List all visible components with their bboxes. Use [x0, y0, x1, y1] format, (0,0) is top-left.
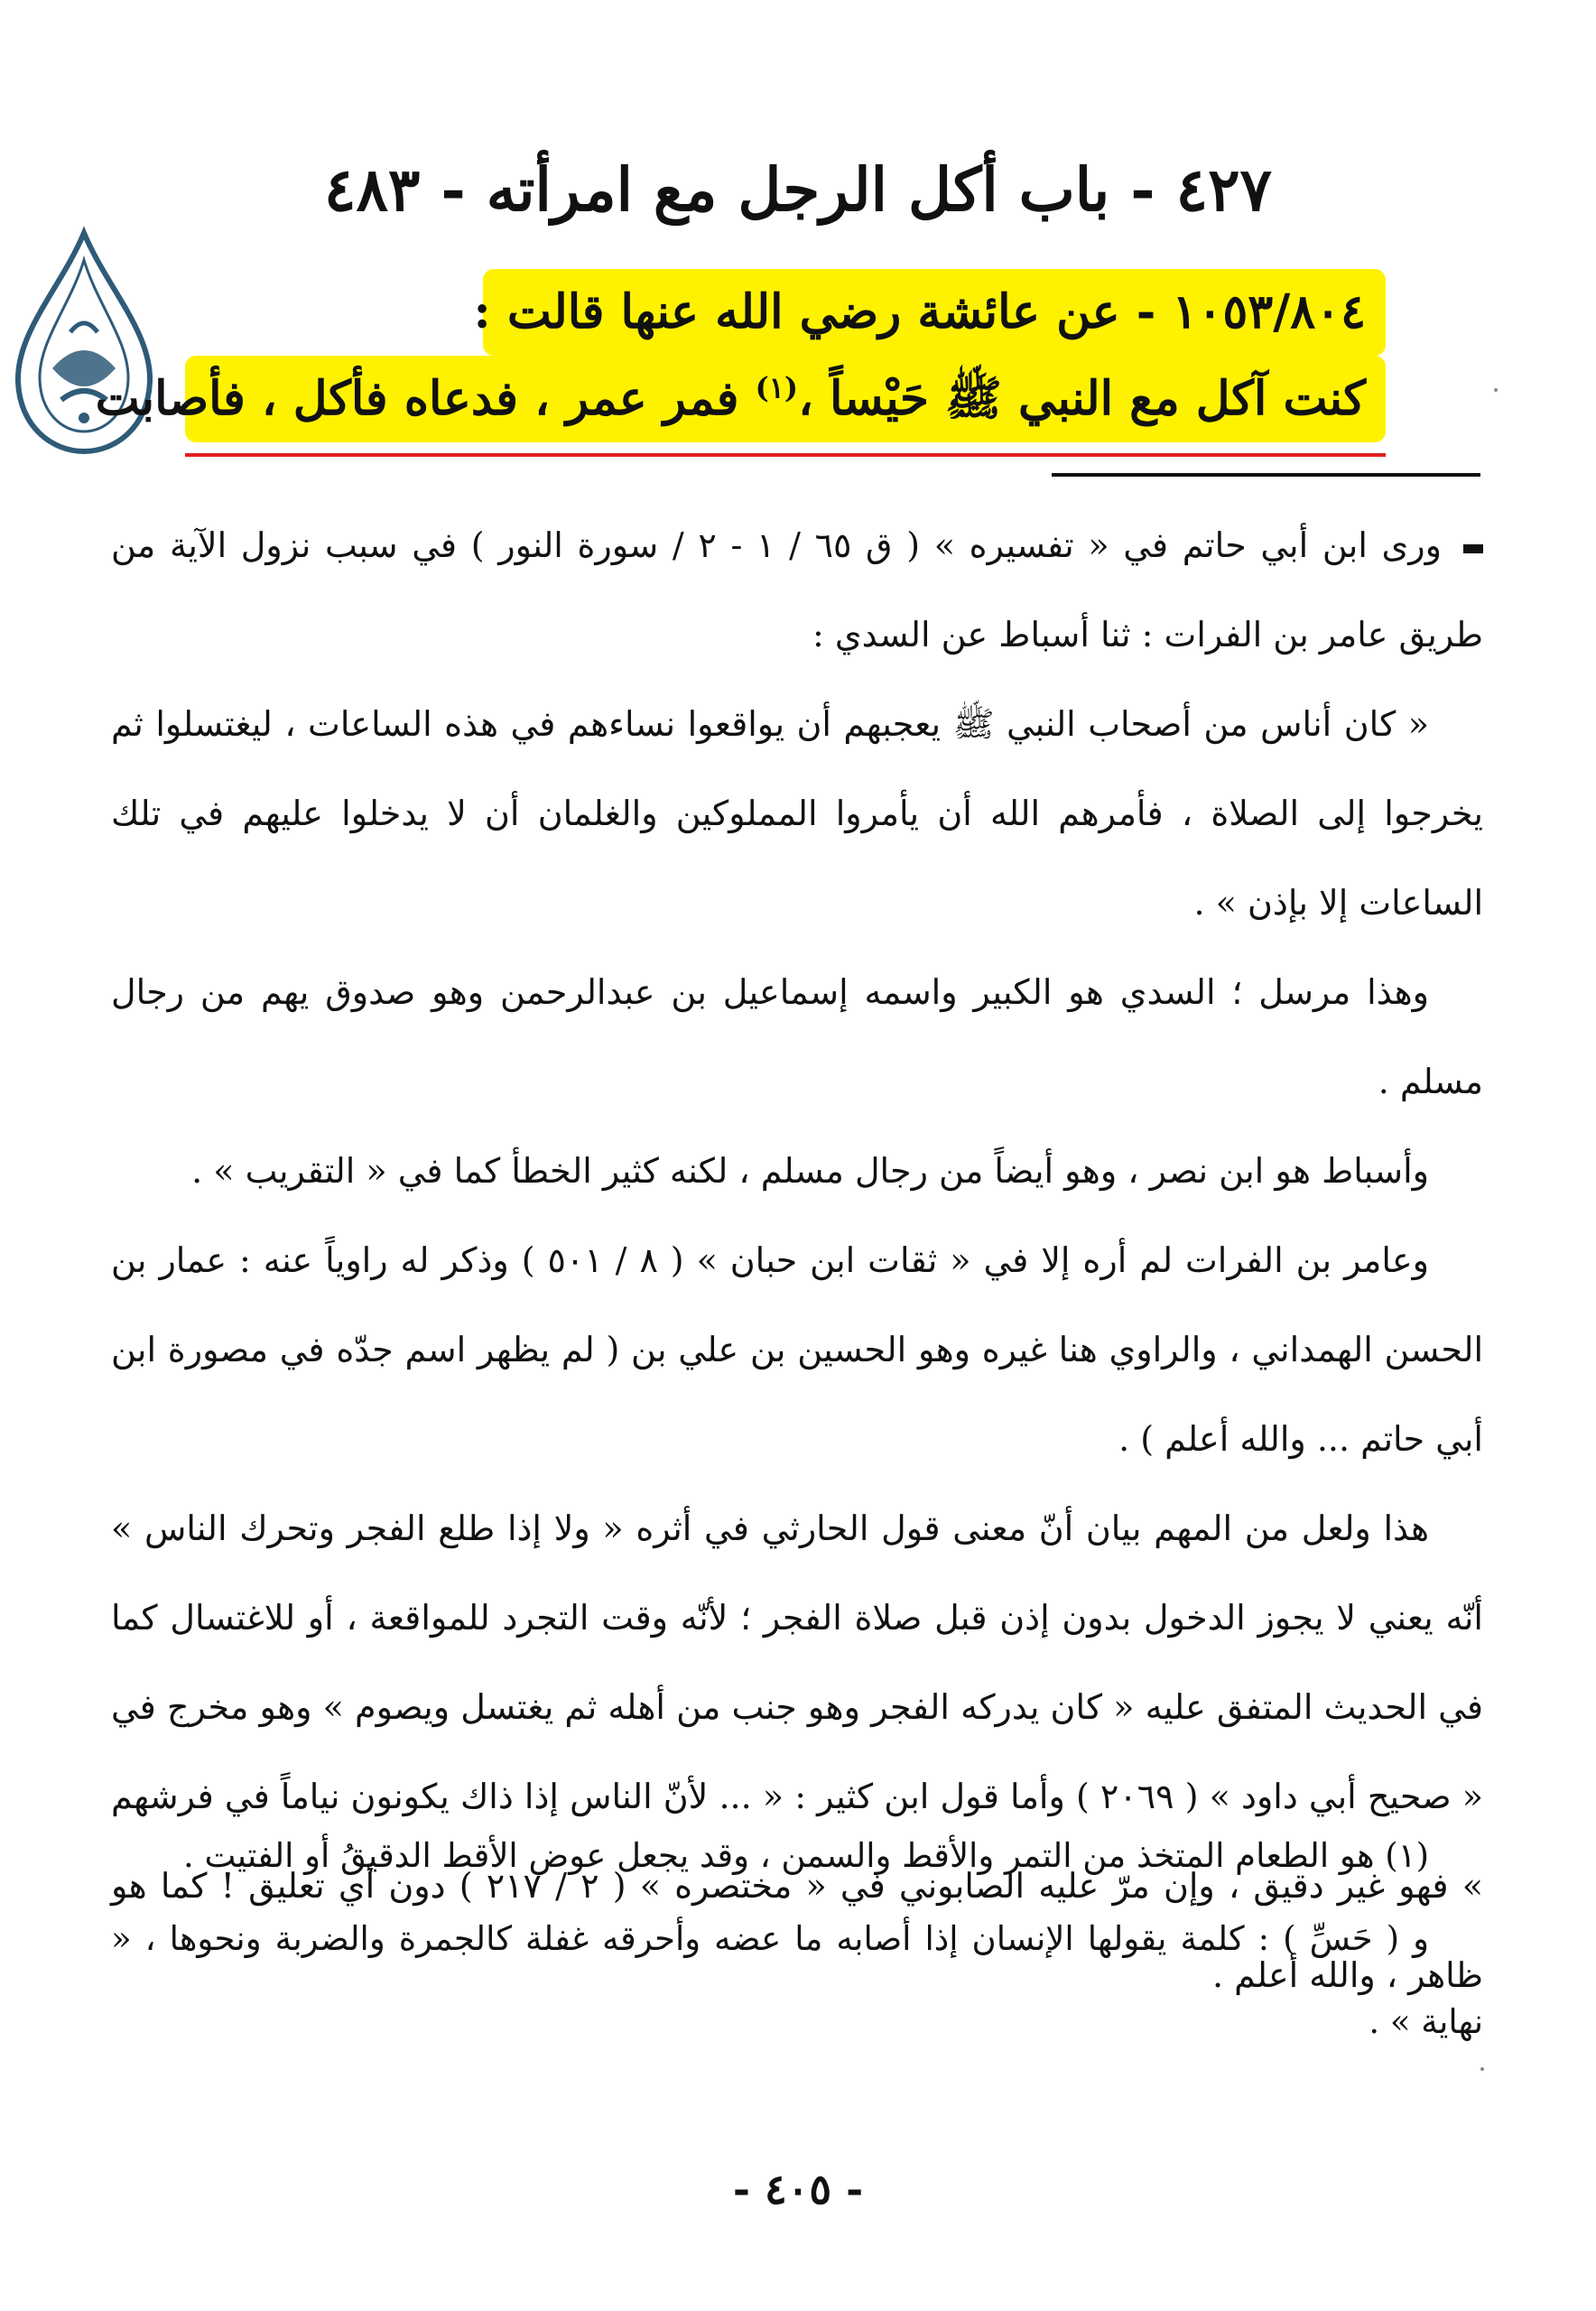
dash-marker-icon: [1463, 544, 1483, 553]
footnote-item: و ( حَسِّ ) : كلمة يقولها الإنسان إذا أصابه ما عضه وأحرقه غفلة كالجمرة والضربة ونحوها ، « نهاية » .: [111, 1919, 1483, 2041]
section-divider: [1052, 473, 1480, 477]
paragraph: وعامر بن الفرات لم أره إلا في « ثقات ابن حبان » ( ٨ / ٥٠١ ) وذكر له راوياً عنه : عمار بن الحسن الهمداني ، والراوي هنا غيره وهو الحسين بن علي بن ( لم يظهر اسم جدّه في مصورة ابن أبي حاتم ... والله أعلم ) .: [111, 1240, 1483, 1459]
page-number: - ٤٠٥ -: [732, 2165, 864, 2214]
hadith-line-2-text: كنت آكل مع النبي ﷺ حَيْساً ،: [798, 371, 1366, 426]
red-underline: [185, 453, 1386, 457]
paragraph: [111, 501, 1483, 680]
hadith-highlight: [95, 269, 1386, 455]
paragraph-text: ورى ابن أبي حاتم في « تفسيره » ( ق ٦٥ / ١ - ٢ / سورة النور ) في سبب نزول الآية من طريق عامر بن الفرات : ثنا أسباط عن السدي :: [111, 525, 1483, 654]
hadith-line-1: ١٠٥٣/٨٠٤ - عن عائشة رضي الله عنها قالت :: [483, 269, 1386, 356]
hadith-line-2: [95, 356, 1386, 442]
hadith-line-2-end: فمر عمر ، فدعاه فأكل ، فأصابت: [95, 371, 756, 426]
paragraph: وأسباط هو ابن نصر ، وهو أيضاً من رجال مسلم ، لكنه كثير الخطأ كما في « التقريب » .: [191, 1151, 1429, 1191]
scan-speck: [1494, 388, 1498, 392]
commentary-body: [111, 501, 1483, 2020]
scan-speck: [1480, 2067, 1484, 2071]
paragraph: هذا ولعل من المهم بيان أنّ معنى قول الحارثي في أثره « ولا إذا طلع الفجر وتحرك الناس » أنّه يعني لا يجوز الدخول بدون إذن قبل صلاة الفجر ؛ لأنّه وقت التجرد للمواقعة ، أو للاغتسال كما في الحديث المتفق عليه « كان يدركه الفجر وهو جنب من أهله ثم يغتسل ويصوم » وهو مخرج في « صحيح أبي داود » ( ٢٠٦٩ ) وأما قول ابن كثير : « ... لأنّ الناس إذا ذاك يكونون نياماً في فرشهم » فهو غير دقيق ، وإن مرّ عليه الصابوني في « مختصره » ( ٢ / ٢١٧ ) دون أي تعليق ! كما هو ظاهر ، والله أعلم .: [111, 1508, 1484, 1995]
paragraph: « كان أناس من أصحاب النبي ﷺ يعجبهم أن يواقعوا نساءهم في هذه الساعات ، ليغتسلوا ثم يخرجوا إلى الصلاة ، فأمرهم الله أن يأمروا المملوكين والغلمان أن لا يدخلوا عليهم في تلك الساعات إلا بإذن » .: [111, 704, 1483, 923]
footnotes: [111, 1814, 1483, 2064]
footnote-item: (١) هو الطعام المتخذ من التمر والأقط والسمن ، وقد يجعل عوض الأقط الدقيقُ أو الفتيت .: [182, 1836, 1429, 1875]
footnote-ref-1[interactable]: (١): [755, 370, 799, 405]
chapter-title: ٤٢٧ - باب أكل الرجل مع امرأته - ٤٨٣: [324, 154, 1272, 225]
paragraph: وهذا مرسل ؛ السدي هو الكبير واسمه إسماعيل بن عبدالرحمن وهو صدوق يهم من رجال مسلم .: [111, 972, 1483, 1101]
